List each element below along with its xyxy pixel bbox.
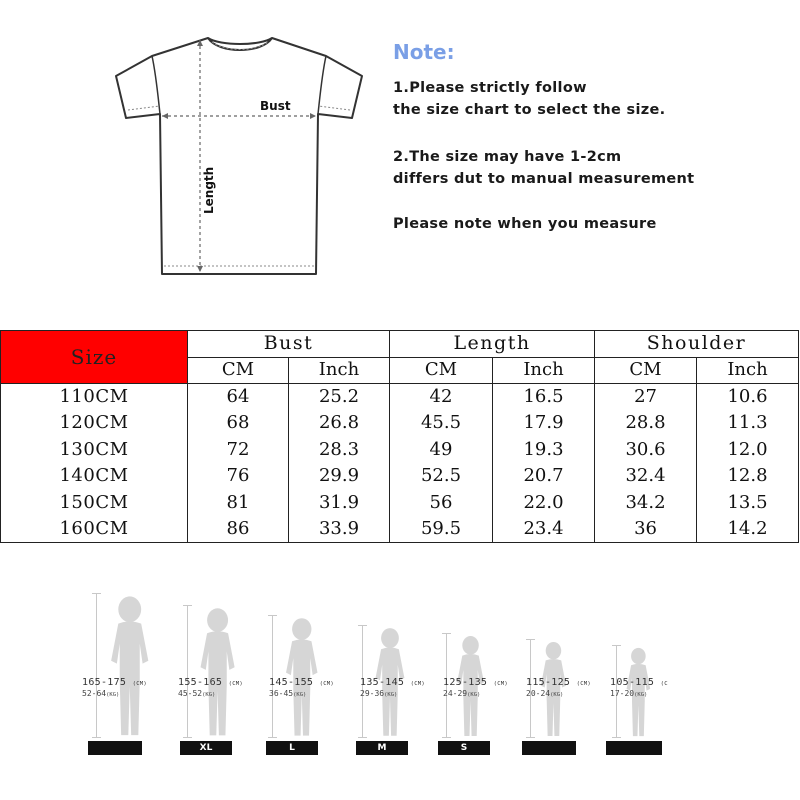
table-cell: 49 <box>390 437 493 464</box>
height-unit: (CM) <box>228 681 244 687</box>
size-bar: XL <box>180 741 232 755</box>
size-bar <box>606 741 662 755</box>
table-row <box>1 384 799 411</box>
size-bar: L <box>266 741 318 755</box>
table-cell: 68 <box>188 410 289 437</box>
size-cell: 110CM <box>1 384 188 411</box>
table-cell: 25.2 <box>289 384 390 411</box>
child-silhouette-icon <box>194 607 244 738</box>
table-cell: 10.6 <box>697 384 799 411</box>
weight-unit: (KG) <box>384 692 398 698</box>
table-cell: 11.3 <box>697 410 799 437</box>
table-cell: 23.4 <box>493 516 595 543</box>
table-row <box>1 410 799 437</box>
height-range: 125-135 <box>443 677 488 688</box>
size-bar: S <box>438 741 490 755</box>
size-header: Size <box>1 331 188 384</box>
table-cell: 56 <box>390 490 493 517</box>
height-unit: (CM) <box>410 681 426 687</box>
table-cell: 45.5 <box>390 410 493 437</box>
size-cell: 120CM <box>1 410 188 437</box>
weight-unit: (KG) <box>550 692 564 698</box>
weight-unit: (KG) <box>202 692 216 698</box>
table-cell: 22.0 <box>493 490 595 517</box>
note-line-1b: the size chart to select the size. <box>393 102 666 118</box>
weight-range: 45-52 <box>178 689 203 698</box>
table-cell: 86 <box>188 516 289 543</box>
table-cell: 27 <box>595 384 697 411</box>
table-cell: 34.2 <box>595 490 697 517</box>
height-unit: (CM) <box>493 681 509 687</box>
size-cell: 150CM <box>1 490 188 517</box>
note-title: Note: <box>393 40 455 64</box>
note-line-1a: 1.Please strictly follow <box>393 80 587 96</box>
height-range-label <box>526 677 591 688</box>
unit-header: Inch <box>493 357 595 384</box>
weight-range-label <box>82 689 119 698</box>
unit-header: CM <box>595 357 697 384</box>
table-cell: 19.3 <box>493 437 595 464</box>
size-bar <box>88 741 142 755</box>
height-range: 155-165 <box>178 677 223 688</box>
weight-range-label <box>178 689 215 698</box>
weight-range-label <box>269 689 306 698</box>
note-line-2a: 2.The size may have 1-2cm <box>393 149 622 165</box>
table-row <box>1 437 799 464</box>
weight-range: 17-20 <box>610 689 635 698</box>
table-cell: 14.2 <box>697 516 799 543</box>
table-cell: 13.5 <box>697 490 799 517</box>
note-line-2b: differs dut to manual measurement <box>393 171 695 187</box>
weight-range-label <box>526 689 563 698</box>
table-cell: 26.8 <box>289 410 390 437</box>
table-row <box>1 516 799 543</box>
child-silhouette-icon <box>104 595 155 738</box>
weight-range: 20-24 <box>526 689 551 698</box>
table-cell: 28.3 <box>289 437 390 464</box>
height-range-label <box>82 677 147 688</box>
table-cell: 31.9 <box>289 490 390 517</box>
weight-unit: (KG) <box>634 692 648 698</box>
size-cell: 160CM <box>1 516 188 543</box>
child-figure <box>194 607 244 743</box>
height-range-label <box>178 677 243 688</box>
table-cell: 32.4 <box>595 463 697 490</box>
table-cell: 12.8 <box>697 463 799 490</box>
size-cell: 130CM <box>1 437 188 464</box>
weight-unit: (KG) <box>467 692 481 698</box>
height-range-label <box>360 677 425 688</box>
table-cell: 76 <box>188 463 289 490</box>
table-cell: 17.9 <box>493 410 595 437</box>
height-range: 135-145 <box>360 677 405 688</box>
table-cell: 52.5 <box>390 463 493 490</box>
size-guide-figures <box>0 585 800 760</box>
weight-range: 24-29 <box>443 689 468 698</box>
table-cell: 28.8 <box>595 410 697 437</box>
height-unit: (CM) <box>576 681 592 687</box>
unit-header: CM <box>390 357 493 384</box>
child-figure <box>104 595 155 743</box>
table-cell: 29.9 <box>289 463 390 490</box>
height-range: 105-115 <box>610 677 655 688</box>
weight-unit: (KG) <box>293 692 307 698</box>
height-range: 145-155 <box>269 677 314 688</box>
size-bar: M <box>356 741 408 755</box>
height-range: 165-175 <box>82 677 127 688</box>
height-unit: (CM) <box>132 681 148 687</box>
table-cell: 12.0 <box>697 437 799 464</box>
weight-range-label <box>360 689 397 698</box>
tshirt-measurement-diagram <box>100 30 380 280</box>
size-cell: 140CM <box>1 463 188 490</box>
weight-range: 52-64 <box>82 689 107 698</box>
tshirt-outline <box>116 38 362 274</box>
size-bar <box>522 741 576 755</box>
table-cell: 72 <box>188 437 289 464</box>
table-cell: 59.5 <box>390 516 493 543</box>
size-chart-table <box>0 330 799 543</box>
weight-range-label <box>610 689 647 698</box>
weight-range: 29-36 <box>360 689 385 698</box>
table-cell: 33.9 <box>289 516 390 543</box>
bust-label: Bust <box>260 99 291 113</box>
height-range-label <box>443 677 508 688</box>
unit-header: CM <box>188 357 289 384</box>
height-ruler <box>96 593 97 738</box>
table-cell: 42 <box>390 384 493 411</box>
table-cell: 36 <box>595 516 697 543</box>
group-header-bust: Bust <box>188 331 390 358</box>
table-cell: 20.7 <box>493 463 595 490</box>
table-cell: 30.6 <box>595 437 697 464</box>
table-cell: 16.5 <box>493 384 595 411</box>
weight-range: 36-45 <box>269 689 294 698</box>
table-cell: 81 <box>188 490 289 517</box>
table-cell: 64 <box>188 384 289 411</box>
unit-header: Inch <box>289 357 390 384</box>
height-unit: (C <box>660 681 668 687</box>
weight-range-label <box>443 689 480 698</box>
weight-unit: (KG) <box>106 692 120 698</box>
height-range-label <box>269 677 334 688</box>
group-header-length: Length <box>390 331 595 358</box>
height-range: 115-125 <box>526 677 571 688</box>
table-row <box>1 463 799 490</box>
height-unit: (CM) <box>319 681 335 687</box>
height-ruler <box>187 605 188 738</box>
group-header-shoulder: Shoulder <box>595 331 799 358</box>
unit-header: Inch <box>697 357 799 384</box>
table-row <box>1 490 799 517</box>
height-range-label <box>610 677 668 688</box>
length-label: Length <box>202 166 216 214</box>
note-line-3: Please note when you measure <box>393 216 657 232</box>
